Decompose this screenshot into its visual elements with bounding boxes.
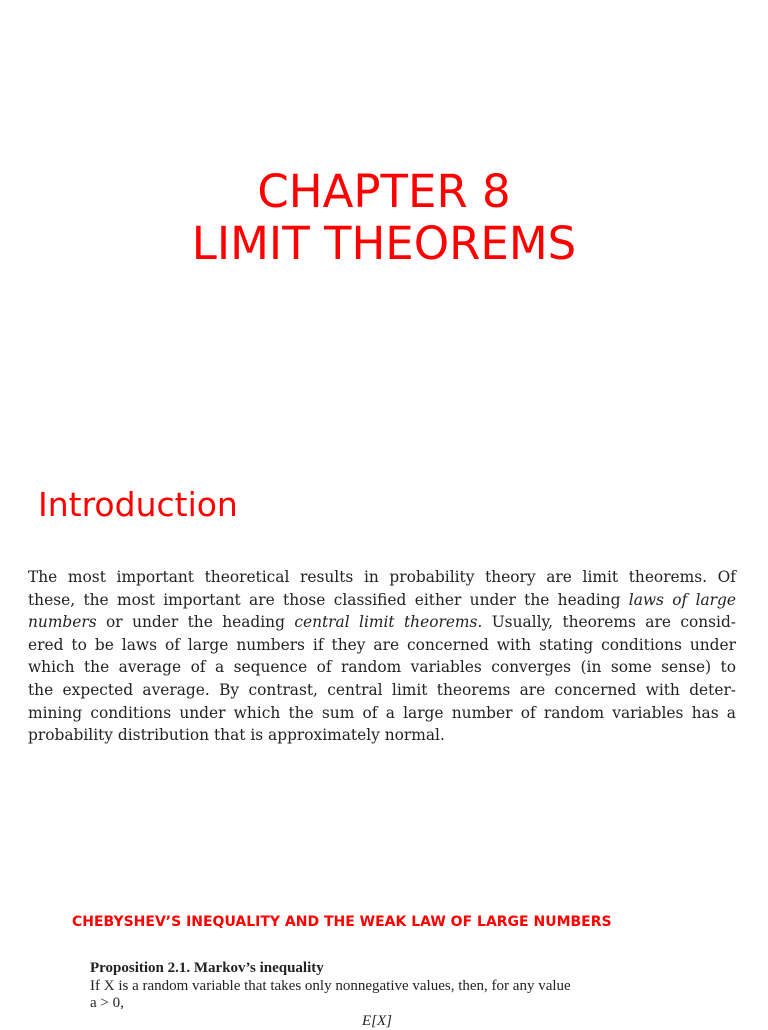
proposition-condition: a > 0, [90,995,638,1013]
emphasis-text: central limit theorems [294,613,477,631]
paragraph-line [28,566,736,589]
text-run: . Usually, theorems are consid- [477,613,736,631]
paragraph-line [28,679,736,702]
section-heading: CHEBYSHEV’S INEQUALITY AND THE WEAK LAW OF LARGE NUMBERS [72,912,612,932]
text-run: The most important theoretical results in probability theory are limit theorems. Of [28,568,736,586]
chapter-title [0,166,768,270]
text-run: ered to be laws of large numbers if they are concerned with stating conditions under [28,636,736,654]
proposition-title: Proposition 2.1. Markov’s inequality [90,960,638,978]
proposition-block [90,960,638,1030]
paragraph-line [28,702,736,725]
emphasis-text: laws of large [629,591,736,609]
paragraph-line [28,634,736,657]
text-run: mining conditions under which the sum of a large number of random variables has a [28,704,736,722]
text-run: probability distribution that is approximately normal. [28,726,445,744]
formula-fragment: E[X] [362,1013,638,1030]
paragraph-line [28,589,736,612]
chapter-number: CHAPTER 8 [0,166,768,218]
paragraph-line [28,724,736,747]
text-run: which the average of a sequence of random variables converges (in some sense) to [28,658,736,676]
paragraph-line [28,611,736,634]
proposition-statement: If X is a random variable that takes only nonnegative values, then, for any value [90,978,638,996]
text-run: these, the most important are those classified either under the heading [28,591,629,609]
emphasis-text: numbers [28,613,97,631]
introduction-paragraph [28,566,736,747]
text-run: the expected average. By contrast, central limit theorems are concerned with deter- [28,681,736,699]
chapter-name: LIMIT THEOREMS [0,218,768,270]
introduction-heading: Introduction [38,485,238,525]
paragraph-line [28,656,736,679]
text-run: or under the heading [97,613,295,631]
